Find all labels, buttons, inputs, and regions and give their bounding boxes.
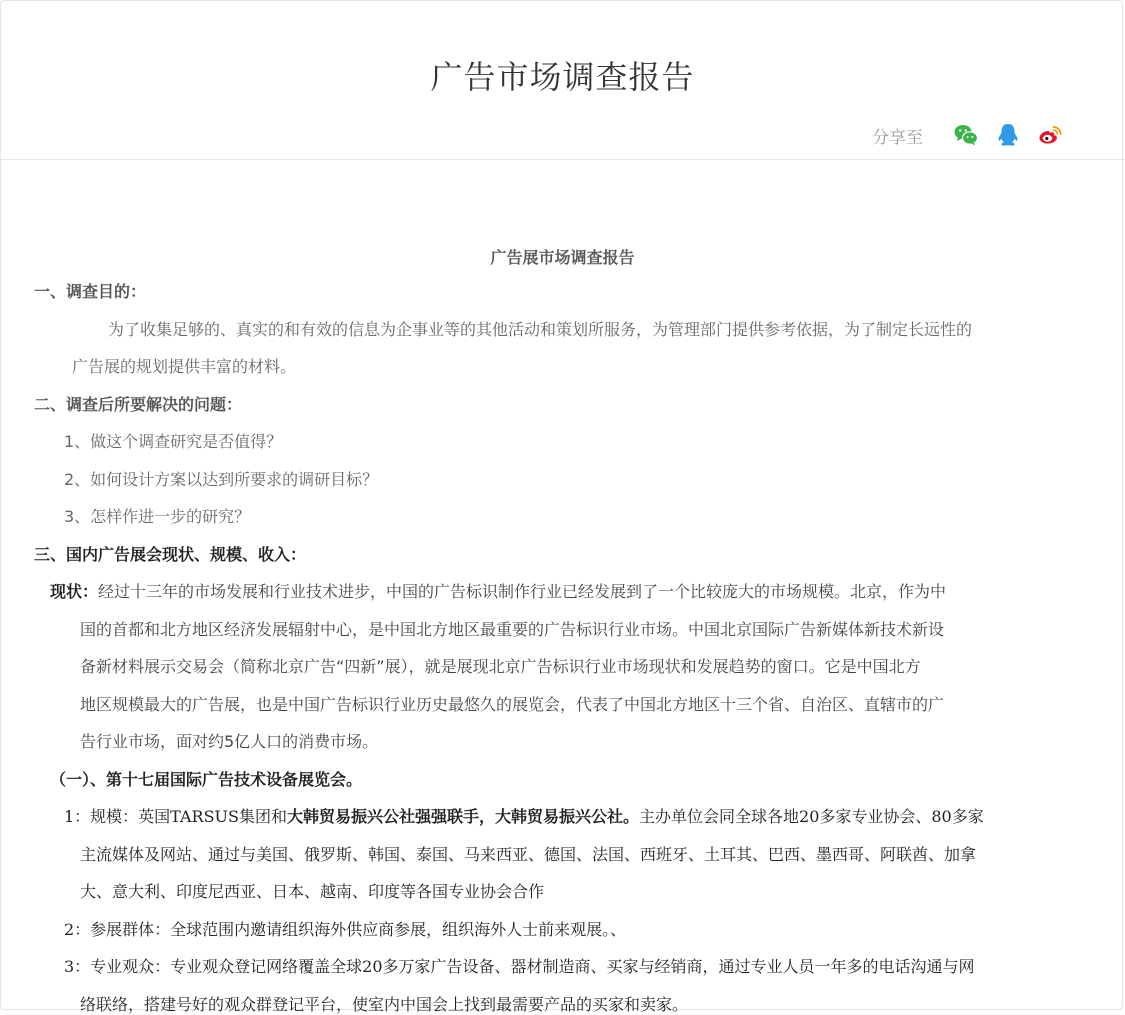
list-item: 2、如何设计方案以达到所要求的调研目标？ <box>64 470 379 489</box>
section-3-heading: 三、国内广告展会现状、规模、收入： <box>34 545 307 564</box>
item-3-line: 络联络，搭建号好的观众群登记平台，使室内中国会上找到最需要产品的买家和卖家。 <box>80 995 689 1014</box>
document-title: 广告展市场调查报告 <box>490 248 635 267</box>
status-paragraph-line <box>50 582 946 602</box>
status-paragraph-line: 地区规模最大的广告展，也是中国广告标识行业历史最悠久的展览会，代表了中国北方地区十三个省、自治区、直辖市的广 <box>80 695 945 714</box>
section-1-paragraph-line: 为了收集足够的、真实的和有效的信息为企事业等的其他活动和策划所服务，为管理部门提供参考依据，为了制定长远性的 <box>108 320 973 339</box>
status-label: 现状： <box>50 582 99 601</box>
item-1-prefix: 1：规模：英国TARSUS集团和 <box>64 807 287 826</box>
item-1-bold: 大韩贸易振兴公社强强联手，大韩贸易振兴公社。 <box>287 807 640 826</box>
status-paragraph-line: 告行业市场，面对约5亿人口的消费市场。 <box>80 732 379 751</box>
status-paragraph-line: 国的首都和北方地区经济发展辐射中心，是中国北方地区最重要的广告标识行业市场。中国北京国际广告新媒体新技术新设 <box>80 620 945 639</box>
page-title: 广告市场调查报告 <box>430 58 695 96</box>
weibo-icon[interactable] <box>1037 122 1063 148</box>
item-1-line: 大、意大利、印度尼西亚、日本、越南、印度等各国专业协会合作 <box>80 882 545 901</box>
item-1-rest: 主办单位会同全球各地20多家专业协会、80多家 <box>639 807 984 826</box>
item-3-line: 3：专业观众：专业观众登记网络覆盖全球20多万家广告设备、器材制造商、买家与经销商，通过专业人员一年多的电话沟通与网 <box>64 957 975 976</box>
item-2-line: 2：参展群体：全球范围内邀请组织海外供应商参展，组织海外人士前来观展。、 <box>64 920 627 939</box>
status-paragraph-line: 备新材料展示交易会（简称北京广告“四新”展），就是展现北京广告标识行业市场现状和发展趋势的窗口。它是中国北方 <box>80 657 921 676</box>
item-1-line <box>64 807 984 827</box>
subsection-heading: （一）、第十七届国际广告技术设备展览会。 <box>50 770 363 789</box>
list-item: 3、怎样作进一步的研究？ <box>64 507 251 526</box>
share-label: 分享至 <box>872 127 923 148</box>
list-item: 1、做这个调查研究是否值得？ <box>64 432 283 451</box>
page-header <box>0 0 1125 160</box>
wechat-icon[interactable] <box>953 122 979 148</box>
section-2-heading: 二、调查后所要解决的问题： <box>34 395 243 414</box>
section-1-heading: 一、调查目的： <box>34 282 147 301</box>
qq-icon[interactable] <box>995 122 1021 148</box>
item-1-line: 主流媒体及网站、通过与美国、俄罗斯、韩国、泰国、马来西亚、德国、法国、西班牙、土耳其、巴西、墨西哥、阿联酋、加拿 <box>80 845 977 864</box>
share-bar <box>872 122 1063 148</box>
status-text: 经过十三年的市场发展和行业技术进步，中国的广告标识制作行业已经发展到了一个比较庞大的市场规模。北京，作为中 <box>98 582 947 601</box>
section-1-paragraph-line: 广告展的规划提供丰富的材料。 <box>72 357 297 376</box>
